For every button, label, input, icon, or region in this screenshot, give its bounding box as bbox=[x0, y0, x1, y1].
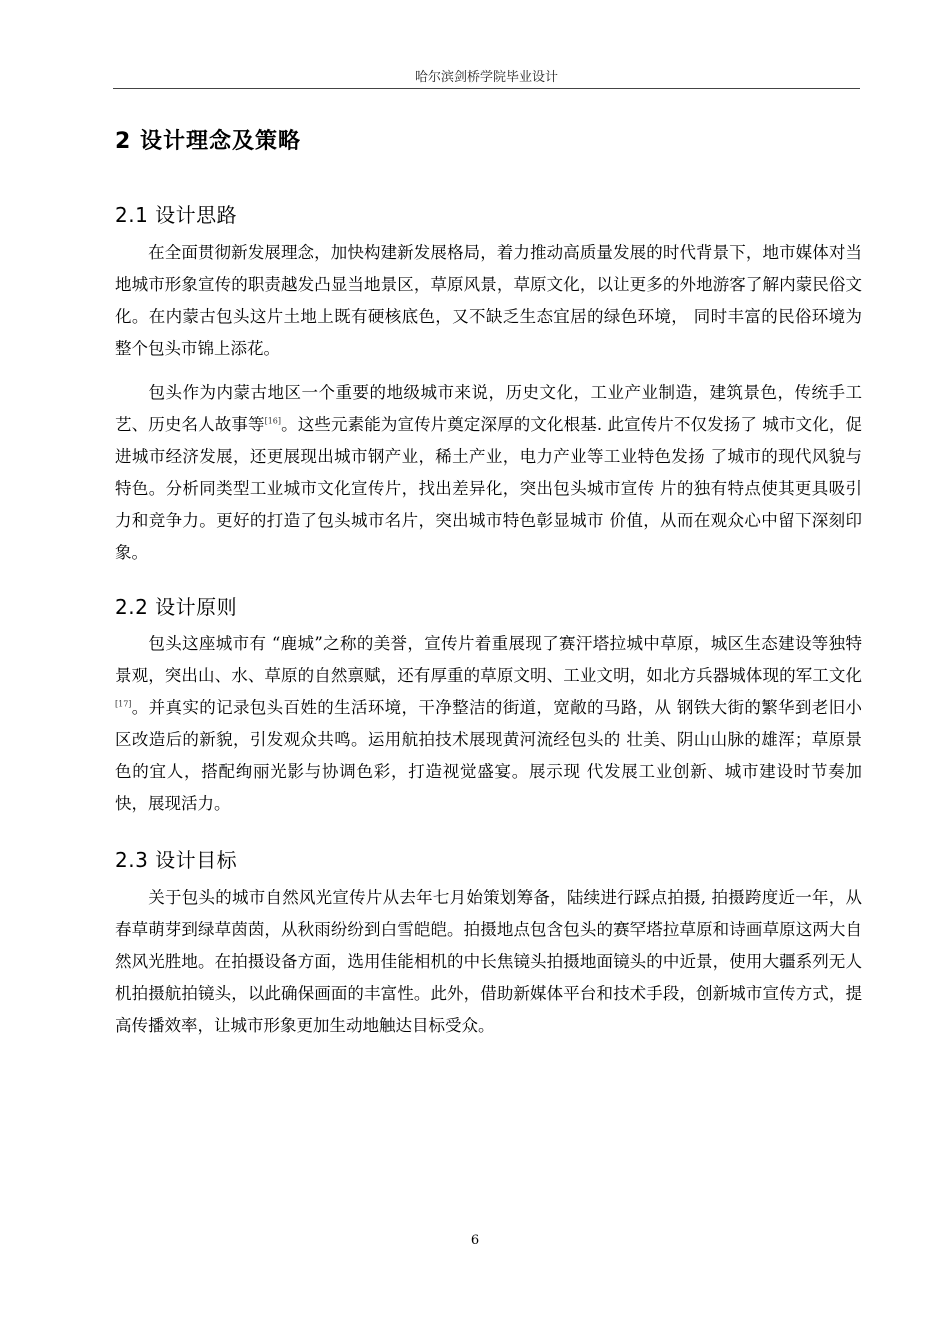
paragraph bbox=[115, 628, 862, 820]
section-heading-2-1: 2.1 设计思路 bbox=[115, 203, 238, 227]
paragraph-text: 。这些元素能为宣传片奠定深厚的文化根基. 此宣传片不仅发扬了 城市文化，促进城市经济发展，还更展现出城市钢产业，稀土产业，电力产业等工业特色发扬 了城市的现代风貌与特色。分析同类型工业城市文化宣传片，找出差异化，突出包头城市宣传 片的独有特点使其更具吸引力和竞争力。更好的打造了包头城市名片，突出城市特色彰显城市 价值，从而在观众心中留下深刻印象。 bbox=[115, 415, 862, 562]
paragraph bbox=[115, 377, 862, 569]
header-rule bbox=[113, 88, 860, 89]
citation-marker: [17] bbox=[115, 699, 132, 709]
page-number: 6 bbox=[470, 1233, 480, 1248]
section-heading-2-2: 2.2 设计原则 bbox=[115, 595, 238, 619]
paragraph-text: 关于包头的城市自然风光宣传片从去年七月始策划筹备，陆续进行踩点拍摄, 拍摄跨度近一年，从春草萌芽到绿草茵茵，从秋雨纷纷到白雪皑皑。拍摄地点包含包头的赛罕塔拉草原和诗画草原这两大自然风光胜地。在拍摄设备方面，选用佳能相机的中长焦镜头拍摄地面镜头的中近景，使用大疆系列无人机拍摄航拍镜头，以此确保画面的丰富性。此外，借助新媒体平台和技术手段，创新城市宣传方式，提高传播效率，让城市形象更加生动地触达目标受众。 bbox=[115, 888, 862, 1035]
paragraph-text: 包头这座城市有 “鹿城”之称的美誉，宣传片着重展现了赛汗塔拉城中草原，城区生态建设等独特景观，突出山、水、草原的自然禀赋，还有厚重的草原文明、工业文明，如北方兵器城体现的军工文化 bbox=[115, 634, 862, 685]
section-heading-2-3: 2.3 设计目标 bbox=[115, 848, 238, 872]
page-header: 哈尔滨剑桥学院毕业设计 bbox=[414, 70, 558, 85]
chapter-title: 2 设计理念及策略 bbox=[115, 129, 301, 154]
paragraph-text: 在全面贯彻新发展理念，加快构建新发展格局，着力推动高质量发展的时代背景下，地市媒体对当地城市形象宣传的职责越发凸显当地景区，草原风景，草原文化，以让更多的外地游客了解内蒙民俗文化。在内蒙古包头这片土地上既有硬核底色，又不缺乏生态宜居的绿色环境， 同时丰富的民俗环境为整个包头市锦上添花。 bbox=[115, 243, 862, 358]
paragraph-text: 。并真实的记录包头百姓的生活环境，干净整洁的街道，宽敞的马路，从 钢铁大街的繁华到老旧小区改造后的新貌，引发观众共鸣。运用航拍技术展现黄河流经包头的 壮美、阴山山脉的雄浑；草原景色的宜人，搭配绚丽光影与协调色彩，打造视觉盛宴。展示现 代发展工业创新、城市建设时节奏加快，展现活力。 bbox=[115, 698, 862, 813]
citation-marker: [16] bbox=[264, 416, 281, 426]
paragraph bbox=[115, 237, 862, 365]
paragraph-text: 包头作为内蒙古地区一个重要的地级城市来说，历史文化，工业产业制造，建筑景色，传统手工艺、历史名人故事等 bbox=[115, 383, 862, 434]
paragraph bbox=[115, 882, 862, 1042]
